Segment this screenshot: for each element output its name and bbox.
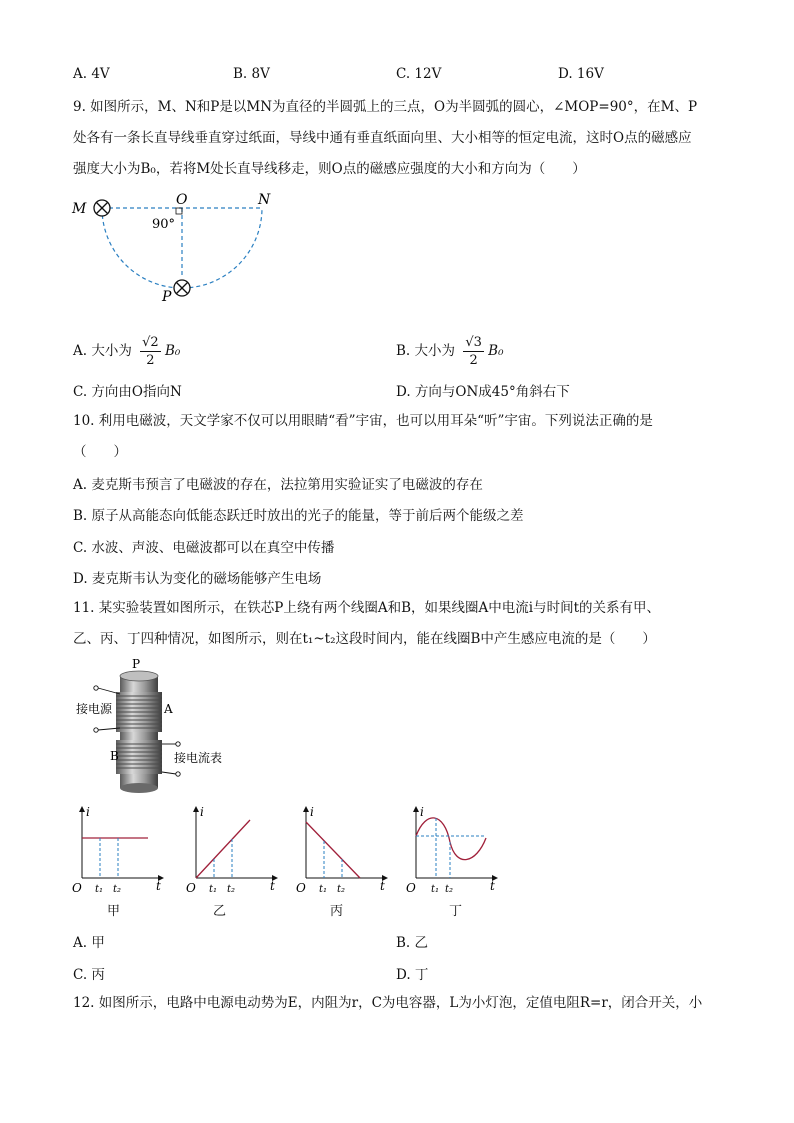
q9-semicircle-figure	[68, 190, 278, 308]
q9-option-d: D. 方向与ON成45°角斜右下	[396, 384, 570, 400]
q9-line-1: 9. 如图所示，M、N和P是以MN为直径的半圆弧上的三点，O为半圆弧的圆心，∠MOP=90°，在M、P	[73, 99, 698, 115]
q9-option-b-fraction	[463, 334, 484, 369]
graph-ding	[404, 802, 504, 896]
graph-bing	[294, 802, 394, 896]
label-angle: 90°	[152, 217, 176, 232]
svg-text:O: O	[296, 881, 306, 895]
graph-yi	[184, 802, 284, 896]
graph-jia-caption: 甲	[107, 904, 121, 919]
semicircle-arc	[102, 208, 262, 288]
right-angle-mark	[176, 208, 182, 214]
svg-text:t₂: t₂	[113, 884, 122, 895]
svg-text:t₁: t₁	[319, 884, 328, 895]
q10-option-a: A. 麦克斯韦预言了电磁波的存在，法拉第用实验证实了电磁波的存在	[73, 477, 483, 493]
label-a: A	[164, 702, 173, 716]
q9-option-a-var: B₀	[165, 343, 181, 359]
curve-sine	[416, 818, 486, 860]
q11-line-1: 11. 某实验装置如图所示，在铁芯P上绕有两个线圈A和B，如果线圈A中电流i与时间t的关系有甲、	[73, 600, 661, 616]
q9-option-b-prefix: B. 大小为	[396, 343, 456, 359]
label-b: B	[110, 749, 119, 763]
q11-line-2: 乙、丙、丁四种情况，如图所示，则在t₁~t₂这段时间内，能在线圈B中产生感应电流的是（ ）	[73, 631, 656, 647]
q9-line-2: 处各有一条长直导线垂直穿过纸面，导线中通有垂直纸面向里、大小相等的恒定电流，这时O点的磁感应	[73, 130, 692, 146]
q11-option-c: C. 丙	[73, 967, 105, 983]
q10-line-2: （ ）	[73, 444, 127, 460]
graph-bing-caption: 丙	[330, 904, 344, 919]
svg-text:O: O	[406, 881, 416, 895]
svg-text:t: t	[490, 879, 495, 893]
svg-text:t₂: t₂	[445, 884, 454, 895]
svg-text:t₁: t₁	[209, 884, 218, 895]
label-p: P	[132, 658, 141, 671]
q9-option-a	[73, 334, 180, 369]
q10-option-d: D. 麦克斯韦认为变化的磁场能够产生电场	[73, 571, 322, 587]
q9-line-3: 强度大小为B₀，若将M处长直导线移走，则O点的磁感应强度的大小和方向为（ ）	[73, 161, 586, 177]
q9-option-a-fraction	[140, 334, 161, 369]
graph-ding-caption: 丁	[449, 904, 463, 919]
svg-text:i: i	[86, 805, 90, 819]
label-meter: 接电流表	[174, 751, 223, 765]
coil-b	[116, 740, 162, 774]
core-top	[120, 671, 158, 681]
coil-a	[116, 692, 162, 732]
terminal-source-2	[94, 728, 98, 732]
q11-option-d: D. 丁	[396, 967, 429, 983]
graph-jia	[70, 802, 170, 896]
label-p: P	[162, 289, 172, 305]
q12-line-1: 12. 如图所示，电路中电源电动势为E，内阻为r，C为电容器，L为小灯泡，定值电阻R=r，闭合开关，小	[73, 995, 703, 1011]
q11-coil-apparatus	[70, 658, 260, 796]
label-source: 接电源	[76, 702, 113, 716]
q8-option-b: B. 8V	[233, 66, 270, 82]
terminal-meter-1	[176, 742, 180, 746]
q8-option-c: C. 12V	[396, 66, 442, 82]
svg-text:t: t	[270, 879, 275, 893]
q9-option-b	[396, 334, 504, 369]
svg-text:t₂: t₂	[227, 884, 236, 895]
curve-rising	[196, 820, 250, 878]
label-o: O	[176, 192, 188, 208]
svg-text:t: t	[156, 879, 161, 893]
terminal-source-1	[94, 686, 98, 690]
q9-option-b-denominator: 2	[469, 353, 478, 368]
svg-text:t₂: t₂	[337, 884, 346, 895]
q8-option-d: D. 16V	[558, 66, 604, 82]
label-n: N	[258, 192, 271, 208]
q11-option-a: A. 甲	[73, 935, 105, 951]
curve-falling	[306, 822, 360, 878]
q9-option-a-prefix: A. 大小为	[73, 343, 132, 359]
q8-option-a: A. 4V	[73, 66, 110, 82]
svg-text:O: O	[186, 881, 196, 895]
q11-option-b: B. 乙	[396, 935, 429, 951]
core-bottom	[120, 783, 158, 793]
terminal-meter-2	[176, 772, 180, 776]
q10-option-b: B. 原子从高能态向低能态跃迁时放出的光子的能量，等于前后两个能级之差	[73, 508, 524, 524]
svg-text:i: i	[310, 805, 314, 819]
graph-yi-caption: 乙	[213, 904, 227, 919]
wire-m-icon	[94, 200, 110, 216]
q9-option-c: C. 方向由O指向N	[73, 384, 182, 400]
label-m: M	[72, 201, 87, 217]
svg-text:i: i	[420, 805, 424, 819]
q9-option-b-var: B₀	[488, 343, 504, 359]
svg-text:t₁: t₁	[95, 884, 104, 895]
q10-line-1: 10. 利用电磁波，天文学家不仅可以用眼睛“看”宇宙，也可以用耳朵“听”宇宙。下列说法正确的是	[73, 413, 653, 429]
q10-option-c: C. 水波、声波、电磁波都可以在真空中传播	[73, 540, 335, 556]
q9-option-a-numerator: √2	[142, 335, 159, 350]
q9-option-b-numerator: √3	[465, 335, 482, 350]
svg-text:O: O	[72, 881, 82, 895]
q9-option-a-denominator: 2	[146, 353, 155, 368]
wire-p-icon	[174, 280, 190, 296]
svg-text:i: i	[200, 805, 204, 819]
svg-text:t₁: t₁	[431, 884, 440, 895]
svg-text:t: t	[380, 879, 385, 893]
